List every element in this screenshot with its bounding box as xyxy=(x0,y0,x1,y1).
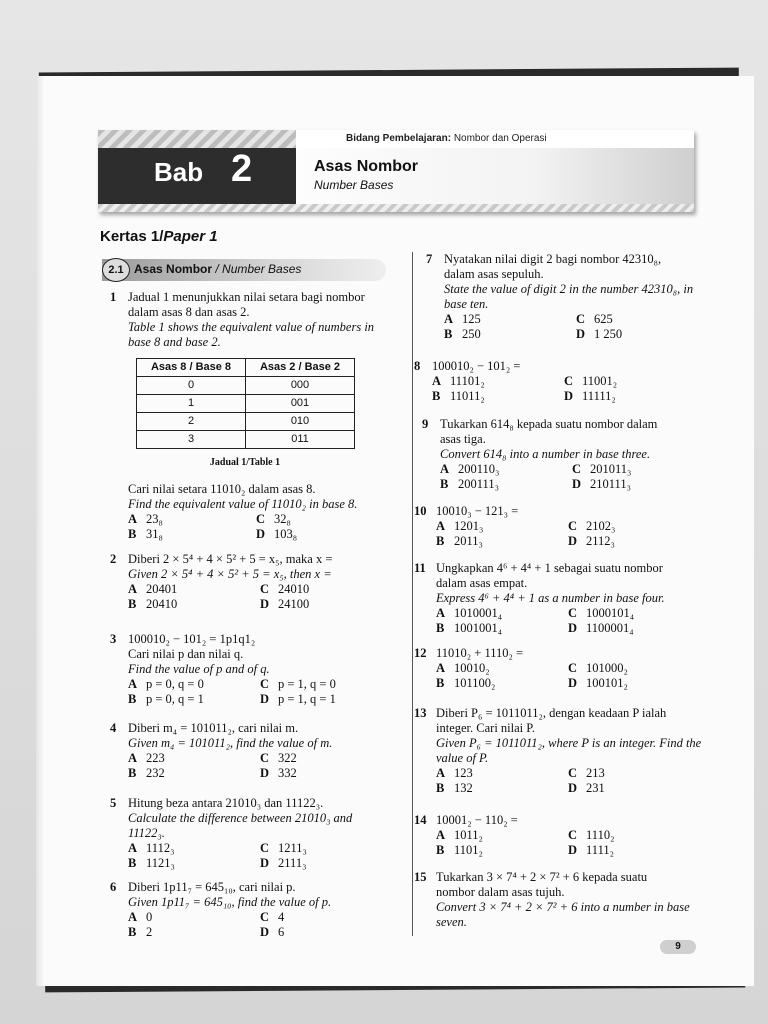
option-d[interactable]: D 103₈ xyxy=(256,527,298,541)
question-text-en: Find the value of p and of q. xyxy=(128,662,270,676)
question-text-en: Given 2 × 5⁴ + 4 × 5² + 5 = x₅, then x = xyxy=(128,567,332,581)
options xyxy=(432,374,618,404)
options xyxy=(436,519,616,549)
options xyxy=(440,462,657,492)
options xyxy=(444,312,693,342)
question-text-en: Find the equivalent value of 11010₂ in base 8. xyxy=(128,497,358,511)
base-table xyxy=(136,358,355,449)
question-text-en: Given 1p11₇ = 645₁₀, find the value of p. xyxy=(128,895,332,909)
option-c[interactable]: C 213 xyxy=(568,766,605,780)
question-number: 5 xyxy=(110,796,117,810)
question-text-en: Given P₆ = 1011011₂, where P is an integer. Find the xyxy=(436,736,702,750)
table-cell: 1 xyxy=(137,395,246,413)
option-c[interactable]: C 1000101₄ xyxy=(568,606,635,620)
question-text-en: State the value of digit 2 in the number 42310₈, in xyxy=(444,282,694,296)
question-text: 100010₂ − 101₂ = 1p1q1₂ xyxy=(128,632,256,646)
table-cell: 001 xyxy=(246,395,355,413)
section-heading xyxy=(102,259,386,281)
option-c[interactable]: C 201011₃ xyxy=(572,462,632,476)
question-number: 15 xyxy=(414,870,427,884)
question-text: dalam asas sepuluh. xyxy=(444,267,544,281)
question-number: 10 xyxy=(414,504,427,518)
options xyxy=(436,828,615,858)
question-text: Jadual 1 menunjukkan nilai setara bagi nombor xyxy=(128,290,365,304)
question-text: Nyatakan nilai digit 2 bagi nombor 42310₈, xyxy=(444,252,662,266)
question-text: dalam asas 8 dan asas 2. xyxy=(128,305,250,319)
option-b[interactable]: B 1101₂ xyxy=(436,843,483,857)
question-text: 10001₂ − 110₂ = xyxy=(436,813,518,827)
option-a[interactable]: A 1112₃ xyxy=(128,841,175,855)
banner-stripes xyxy=(98,130,296,148)
question-text-en: base 8 and base 2. xyxy=(128,335,221,349)
chapter-subtitle: Number Bases xyxy=(314,178,394,192)
question-text: 10010₃ − 121₃ = xyxy=(436,504,519,518)
option-c[interactable]: C 322 xyxy=(260,751,297,765)
learning-area-label: Bidang Pembelajaran: xyxy=(346,133,452,144)
question-text: Tukarkan 614₈ kepada suatu nombor dalam xyxy=(440,417,658,431)
table-header: Asas 2 / Base 2 xyxy=(246,359,355,377)
question-text-en: Table 1 shows the equivalent value of numbers in xyxy=(128,320,375,334)
option-c[interactable]: C 11001₂ xyxy=(564,374,618,388)
paper-heading xyxy=(100,228,218,245)
option-c[interactable]: C 4 xyxy=(260,910,285,924)
option-b[interactable]: B p = 0, q = 1 xyxy=(128,692,204,706)
option-a[interactable]: A 123 xyxy=(436,766,473,780)
table-cell: 2 xyxy=(137,413,246,431)
question-text: 11010₂ + 1110₂ = xyxy=(436,646,524,660)
option-d[interactable]: D p = 1, q = 1 xyxy=(260,692,336,706)
paper-heading-en: Paper 1 xyxy=(163,228,218,245)
section-title xyxy=(134,262,301,276)
question-text-en: Express 4⁶ + 4⁴ + 1 as a number in base four. xyxy=(436,591,665,605)
question-number: 7 xyxy=(426,252,433,266)
question-text: integer. Cari nilai P. xyxy=(436,721,535,735)
banner-bottom-stripes xyxy=(98,204,694,212)
option-d[interactable]: D 100101₂ xyxy=(568,676,628,690)
question-text: Diberi 2 × 5⁴ + 4 × 5² + 5 = x₅, maka x = xyxy=(128,552,333,566)
question-text: Diberi 1p11₇ = 645₁₀, cari nilai p. xyxy=(128,880,296,894)
options xyxy=(128,910,331,940)
option-a[interactable]: A p = 0, q = 0 xyxy=(128,677,204,691)
question-number: 3 xyxy=(110,632,117,646)
table-cell: 011 xyxy=(246,431,355,449)
option-d[interactable]: D 6 xyxy=(260,925,285,939)
chapter-title: Asas Nombor xyxy=(314,158,419,175)
option-c[interactable]: C 1211₃ xyxy=(260,841,307,855)
question-number: 2 xyxy=(110,552,117,566)
chapter-number: 2 xyxy=(231,148,253,190)
question-text-en: Given m₄ = 101011₂, find the value of m. xyxy=(128,736,333,750)
table-cell: 010 xyxy=(246,413,355,431)
option-c[interactable]: C 101000₂ xyxy=(568,661,628,675)
banner-title-area xyxy=(296,148,694,204)
option-d[interactable]: D 1 250 xyxy=(576,327,623,341)
question-number: 8 xyxy=(414,359,421,373)
option-b[interactable]: B 2 xyxy=(128,925,153,939)
option-b[interactable]: B 200111₃ xyxy=(440,477,499,491)
section-number: 2.1 xyxy=(102,258,130,282)
question-text: Hitung beza antara 21010₃ dan 11122₃. xyxy=(128,796,324,810)
options xyxy=(128,751,332,781)
page-edge xyxy=(36,76,44,986)
option-d[interactable]: D 2112₃ xyxy=(568,534,615,548)
option-a[interactable]: A 11101₂ xyxy=(432,374,485,388)
option-b[interactable]: B 1001001₄ xyxy=(436,621,503,635)
question-text: 100010₂ − 101₂ = xyxy=(432,359,521,373)
section-title-ms: Asas Nombor xyxy=(134,262,213,276)
options xyxy=(436,606,665,636)
question-text-en: 11122₃. xyxy=(128,826,165,840)
option-b[interactable]: B 250 xyxy=(444,327,481,341)
option-d[interactable]: D 1111₂ xyxy=(568,843,614,857)
option-d[interactable]: D 231 xyxy=(568,781,605,795)
question-text: Cari nilai p dan nilai q. xyxy=(128,647,244,661)
option-a[interactable]: A 223 xyxy=(128,751,165,765)
option-b[interactable]: B 2011₃ xyxy=(436,534,483,548)
option-c[interactable]: C 32₈ xyxy=(256,512,291,526)
question-text-en: base ten. xyxy=(444,297,489,311)
option-c[interactable]: C 625 xyxy=(576,312,613,326)
option-b[interactable]: B 1121₃ xyxy=(128,856,175,870)
option-a[interactable]: A 1011₂ xyxy=(436,828,483,842)
question-text: Diberi P₆ = 1011011₂, dengan keadaan P ialah xyxy=(436,706,667,720)
option-d[interactable]: D 332 xyxy=(260,766,297,780)
question-number: 9 xyxy=(422,417,429,431)
section-title-en: / Number Bases xyxy=(215,262,302,276)
learning-area-value: Nombor dan Operasi xyxy=(453,133,547,144)
question-number: 1 xyxy=(110,290,117,304)
option-a[interactable]: A 200110₃ xyxy=(440,462,500,476)
column-divider xyxy=(412,252,413,936)
option-b[interactable]: B 11011₂ xyxy=(432,389,485,403)
option-a[interactable]: A 20401 xyxy=(128,582,178,596)
options xyxy=(128,677,336,707)
question-text: Cari nilai setara 11010₂ dalam asas 8. xyxy=(128,482,316,496)
paper-heading-ms: Kertas 1/ xyxy=(100,228,164,245)
question-text-en: value of P. xyxy=(436,751,489,765)
option-d[interactable]: D 11111₂ xyxy=(564,389,616,403)
page-number: 9 xyxy=(660,940,696,954)
table-cell: 0 xyxy=(137,377,246,395)
options xyxy=(436,766,701,796)
table-cell: 000 xyxy=(246,377,355,395)
chapter-banner xyxy=(98,130,694,212)
question-text-en: Calculate the difference between 21010₃ and xyxy=(128,811,353,825)
question-number: 14 xyxy=(414,813,427,827)
option-b[interactable]: B 20410 xyxy=(128,597,178,611)
table-cell: 3 xyxy=(137,431,246,449)
question-text: dalam asas empat. xyxy=(436,576,528,590)
option-b[interactable]: B 232 xyxy=(128,766,165,780)
options xyxy=(128,512,374,542)
table-header: Asas 8 / Base 8 xyxy=(137,359,246,377)
option-a[interactable]: A 1010001₄ xyxy=(436,606,503,620)
option-d[interactable]: D 2111₃ xyxy=(260,856,307,870)
option-d[interactable]: D 210111₃ xyxy=(572,477,631,491)
question-text: Diberi m₄ = 101011₂, cari nilai m. xyxy=(128,721,299,735)
question-text: Tukarkan 3 × 7⁴ + 2 × 7² + 6 kepada suatu xyxy=(436,870,648,884)
option-a[interactable]: A 10010₂ xyxy=(436,661,490,675)
option-b[interactable]: B 31₈ xyxy=(128,527,163,541)
option-c[interactable]: C p = 1, q = 0 xyxy=(260,677,336,691)
option-c[interactable]: C 1110₂ xyxy=(568,828,615,842)
option-b[interactable]: B 132 xyxy=(436,781,473,795)
option-b[interactable]: B 101100₂ xyxy=(436,676,496,690)
learning-area xyxy=(346,133,547,144)
question-text-en: seven. xyxy=(436,915,467,929)
chapter-label: Bab xyxy=(154,157,204,187)
question-text: asas tiga. xyxy=(440,432,486,446)
question-text: nombor dalam asas tujuh. xyxy=(436,885,565,899)
question-text-en: Convert 614₈ into a number in base three. xyxy=(440,447,651,461)
question-number: 13 xyxy=(414,706,427,720)
option-a[interactable]: A 125 xyxy=(444,312,481,326)
option-a[interactable]: A 0 xyxy=(128,910,153,924)
option-c[interactable]: C 24010 xyxy=(260,582,310,596)
question-text: Ungkapkan 4⁶ + 4⁴ + 1 sebagai suatu nombor xyxy=(436,561,663,575)
option-d[interactable]: D 24100 xyxy=(260,597,310,611)
question-number: 6 xyxy=(110,880,117,894)
option-a[interactable]: A 1201₃ xyxy=(436,519,484,533)
textbook-page xyxy=(36,76,754,986)
question-number: 12 xyxy=(414,646,427,660)
question-number: 4 xyxy=(110,721,117,735)
options xyxy=(436,661,628,691)
options xyxy=(128,841,352,871)
options xyxy=(128,582,332,612)
option-d[interactable]: D 1100001₄ xyxy=(568,621,634,635)
option-a[interactable]: A 23₈ xyxy=(128,512,163,526)
question-number: 11 xyxy=(414,561,426,575)
table-caption: Jadual 1/Table 1 xyxy=(209,457,281,468)
option-c[interactable]: C 2102₃ xyxy=(568,519,616,533)
question-text-en: Convert 3 × 7⁴ + 2 × 7² + 6 into a number in base xyxy=(436,900,690,914)
